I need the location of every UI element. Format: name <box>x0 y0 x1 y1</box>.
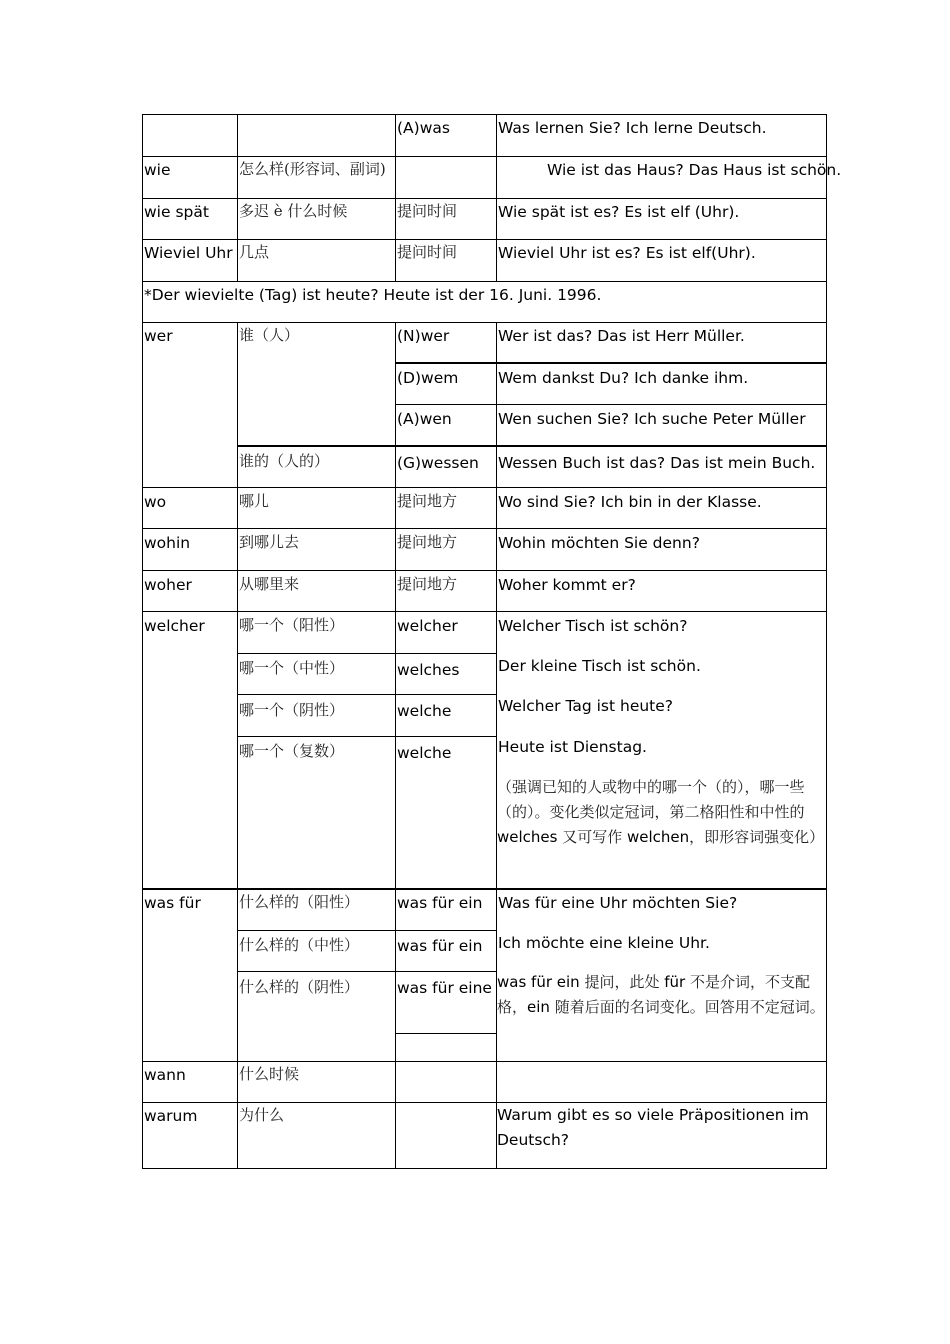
meaning-welcher-plural: 哪一个（复数） <box>239 742 345 760</box>
form-was-fuer-masc: was für ein <box>397 894 483 912</box>
note-was-fuer: was für ein 提问，此处 für 不是介词，不支配格，ein 随着后面的名词变化。回答用不定冠词。 <box>497 973 825 1016</box>
example-akk-wen: Wen suchen Sie? Ich suche Peter Müller <box>498 410 806 428</box>
example-welcher-4: Heute ist Dienstag. <box>498 738 647 756</box>
form-was-fuer-fem: was für eine <box>397 979 492 997</box>
case-dat-wem: (D)wem <box>397 369 459 387</box>
note-woher: 提问地方 <box>397 575 458 593</box>
example-was-fuer-1: Was für eine Uhr möchten Sie? <box>498 894 738 912</box>
word-wann: wann <box>144 1066 186 1084</box>
meaning-wie: 怎么样(形容词、副词) <box>239 160 386 178</box>
example-welcher-2: Der kleine Tisch ist schön. <box>498 657 701 675</box>
meaning-wohin: 到哪儿去 <box>239 533 300 551</box>
word-was-fuer: was für <box>144 894 201 912</box>
example-welcher-1: Welcher Tisch ist schön? <box>498 617 688 635</box>
form-welcher-plural: welche <box>397 744 452 762</box>
example-dat-wem: Wem dankst Du? Ich danke ihm. <box>498 369 749 387</box>
example-was-fuer-2: Ich möchte eine kleine Uhr. <box>498 934 710 952</box>
form-welcher-masc: welcher <box>397 617 458 635</box>
note-welcher: （强调已知的人或物中的哪一个（的），哪一些（的）。变化类似定冠词，第二格阳性和中性的 welches 又可写作 welchen，即形容词强变化） <box>497 778 825 846</box>
example-wo: Wo sind Sie? Ich bin in der Klasse. <box>498 493 762 511</box>
example-gen-wessen: Wessen Buch ist das? Das ist mein Buch. <box>498 454 816 472</box>
meaning-welcher-fem: 哪一个（阴性） <box>239 701 345 719</box>
meaning-wo: 哪儿 <box>239 492 270 510</box>
meaning-was-fuer-fem: 什么样的（阴性） <box>239 978 360 996</box>
meaning-welcher-neut: 哪一个（中性） <box>239 659 345 677</box>
meaning-wieviel-uhr: 几点 <box>239 243 270 261</box>
meaning-woher: 从哪里来 <box>239 575 300 593</box>
example-wie: Wie ist das Haus? Das Haus ist schön. <box>547 161 842 179</box>
word-wer: wer <box>144 327 173 345</box>
form-was-fuer-neut: was für ein <box>397 937 483 955</box>
word-wo: wo <box>144 493 167 511</box>
meaning-was-fuer-masc: 什么样的（阳性） <box>239 893 360 911</box>
example-was: Was lernen Sie? Ich lerne Deutsch. <box>498 119 767 137</box>
meaning-welcher-masc: 哪一个（阳性） <box>239 616 345 634</box>
word-welcher: welcher <box>144 617 205 635</box>
example-nom-wer: Wer ist das? Das ist Herr Müller. <box>498 327 745 345</box>
note-wieviel-uhr: 提问时间 <box>397 243 458 261</box>
meaning-wessen: 谁的（人的） <box>239 452 330 470</box>
word-wie-spaet: wie spät <box>144 203 209 221</box>
example-wohin: Wohin möchten Sie denn? <box>498 534 700 552</box>
meaning-wie-spaet: 多迟 è 什么时候 <box>239 202 348 220</box>
note-wo: 提问地方 <box>397 492 458 510</box>
datum-text: *Der wievielte (Tag) ist heute? Heute ist der 16. Juni. 1996. <box>144 286 602 304</box>
case-gen-wessen: (G)wessen <box>397 454 479 472</box>
word-warum: warum <box>144 1107 198 1125</box>
case-akk-was: (A)was <box>397 119 450 137</box>
example-wieviel-uhr: Wieviel Uhr ist es? Es ist elf(Uhr). <box>498 244 756 262</box>
example-warum: Warum gibt es so viele Präpositionen im Deutsch? <box>497 1106 809 1149</box>
note-wohin: 提问地方 <box>397 533 458 551</box>
word-wie: wie <box>144 161 171 179</box>
form-welcher-neut: welches <box>397 661 460 679</box>
word-wieviel-uhr: Wieviel Uhr <box>144 244 233 262</box>
word-woher: woher <box>144 576 192 594</box>
example-wie-spaet: Wie spät ist es? Es ist elf (Uhr). <box>498 203 740 221</box>
meaning-warum: 为什么 <box>239 1106 285 1124</box>
word-wohin: wohin <box>144 534 191 552</box>
form-welcher-fem: welche <box>397 702 452 720</box>
example-welcher-3: Welcher Tag ist heute? <box>498 697 674 715</box>
case-akk-wen: (A)wen <box>397 410 452 428</box>
case-nom-wer: (N)wer <box>397 327 450 345</box>
note-wie-spaet: 提问时间 <box>397 202 458 220</box>
meaning-wer: 谁（人） <box>239 326 300 344</box>
meaning-wann: 什么时候 <box>239 1065 300 1083</box>
example-woher: Woher kommt er? <box>498 576 636 594</box>
meaning-was-fuer-neut: 什么样的（中性） <box>239 936 360 954</box>
